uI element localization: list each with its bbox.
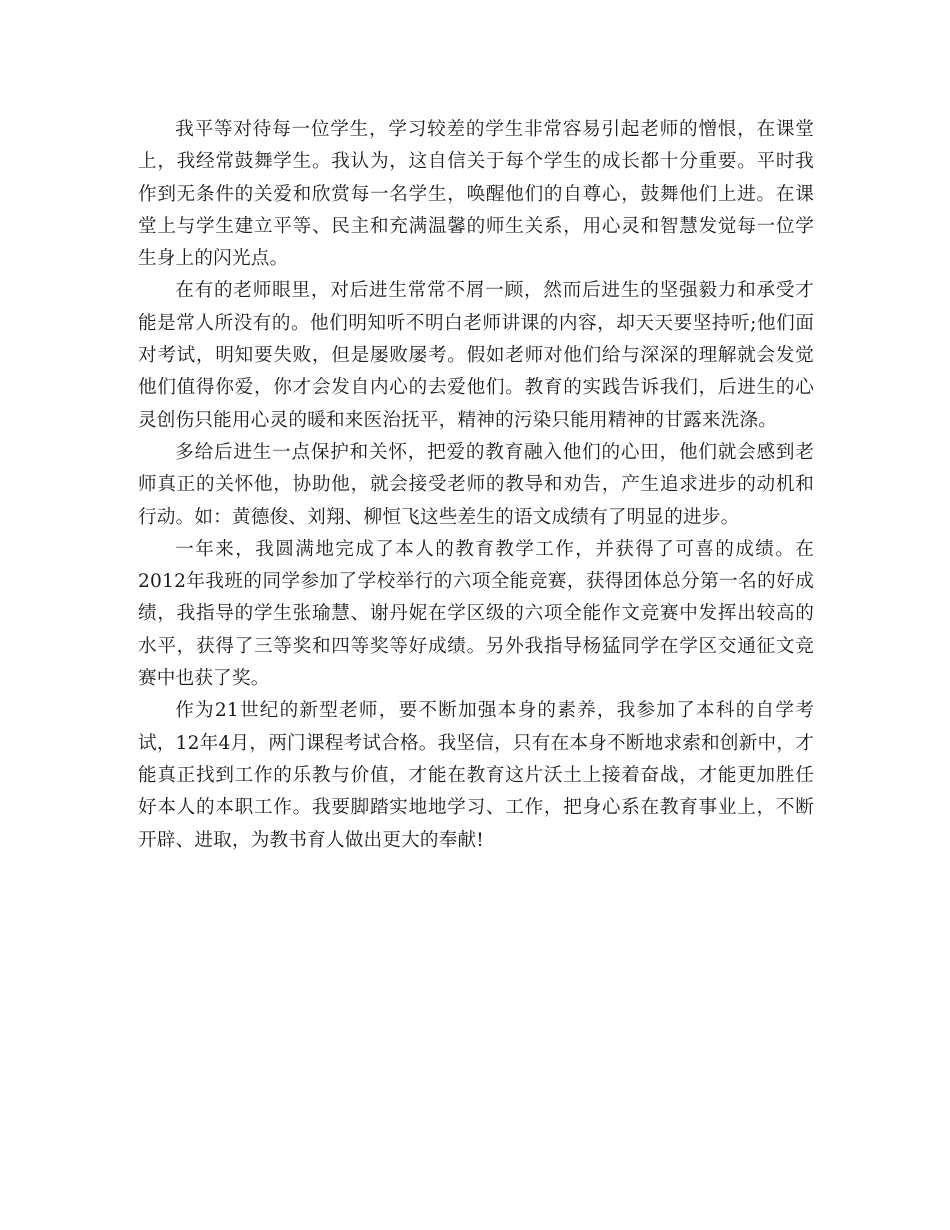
paragraph-self-improvement: 作为21世纪的新型老师，要不断加强本身的素养，我参加了本科的自学考试，12年4月，两门课程考试合格。我坚信，只有在本身不断地求索和创新中，才能真正找到工作的乐教与价值，才能在教育这片沃土上接着奋战，才能更加胜任好本人的本职工作。我要脚踏实地地学习、工作，把身心系在教育事业上，不断开辟、进取，为教书育人做出更大的奉献! [138, 700, 814, 851]
paragraph-care-and-progress: 多给后进生一点保护和关怀，把爱的教育融入他们的心田，他们就会感到老师真正的关怀他，协助他，就会接受老师的教导和劝告，产生追求进步的动机和行动。如：黄德俊、刘翔、柳恒飞这些差生的语文成绩有了明显的进步。 [138, 441, 814, 528]
paragraph-equal-treatment: 我平等对待每一位学生，学习较差的学生非常容易引起老师的憎恨，在课堂上，我经常鼓舞学生。我认为，这自信关于每个学生的成长都十分重要。平时我作到无条件的关爱和欣赏每一名学生，唤醒他们的自尊心，鼓舞他们上进。在课堂上与学生建立平等、民主和充满温馨的师生关系，用心灵和智慧发觉每一位学生身上的闪光点。 [138, 119, 814, 270]
paragraph-year-achievements: 一年来，我圆满地完成了本人的教育教学工作，并获得了可喜的成绩。在2012年我班的同学参加了学校举行的六项全能竞赛，获得团体总分第一名的好成绩，我指导的学生张瑜慧、谢丹妮在学区级的六项全能作文竞赛中发挥出较高的水平，获得了三等奖和四等奖等好成绩。另外我指导杨猛同学在学区交通征文竞赛中也获了奖。 [138, 538, 814, 690]
document-body [138, 114, 814, 857]
paragraph-struggling-students: 在有的老师眼里，对后进生常常不屑一顾，然而后进生的坚强毅力和承受才能是常人所没有的。他们明知听不明白老师讲课的内容，却天天要坚持听;他们面对考试，明知要失败，但是屡败屡考。假如老师对他们给与深深的理解就会发觉他们值得你爱，你才会发自内心的去爱他们。教育的实践告诉我们，后进生的心灵创伤只能用心灵的暖和来医治抚平，精神的污染只能用精神的甘露来洗涤。 [138, 280, 814, 431]
